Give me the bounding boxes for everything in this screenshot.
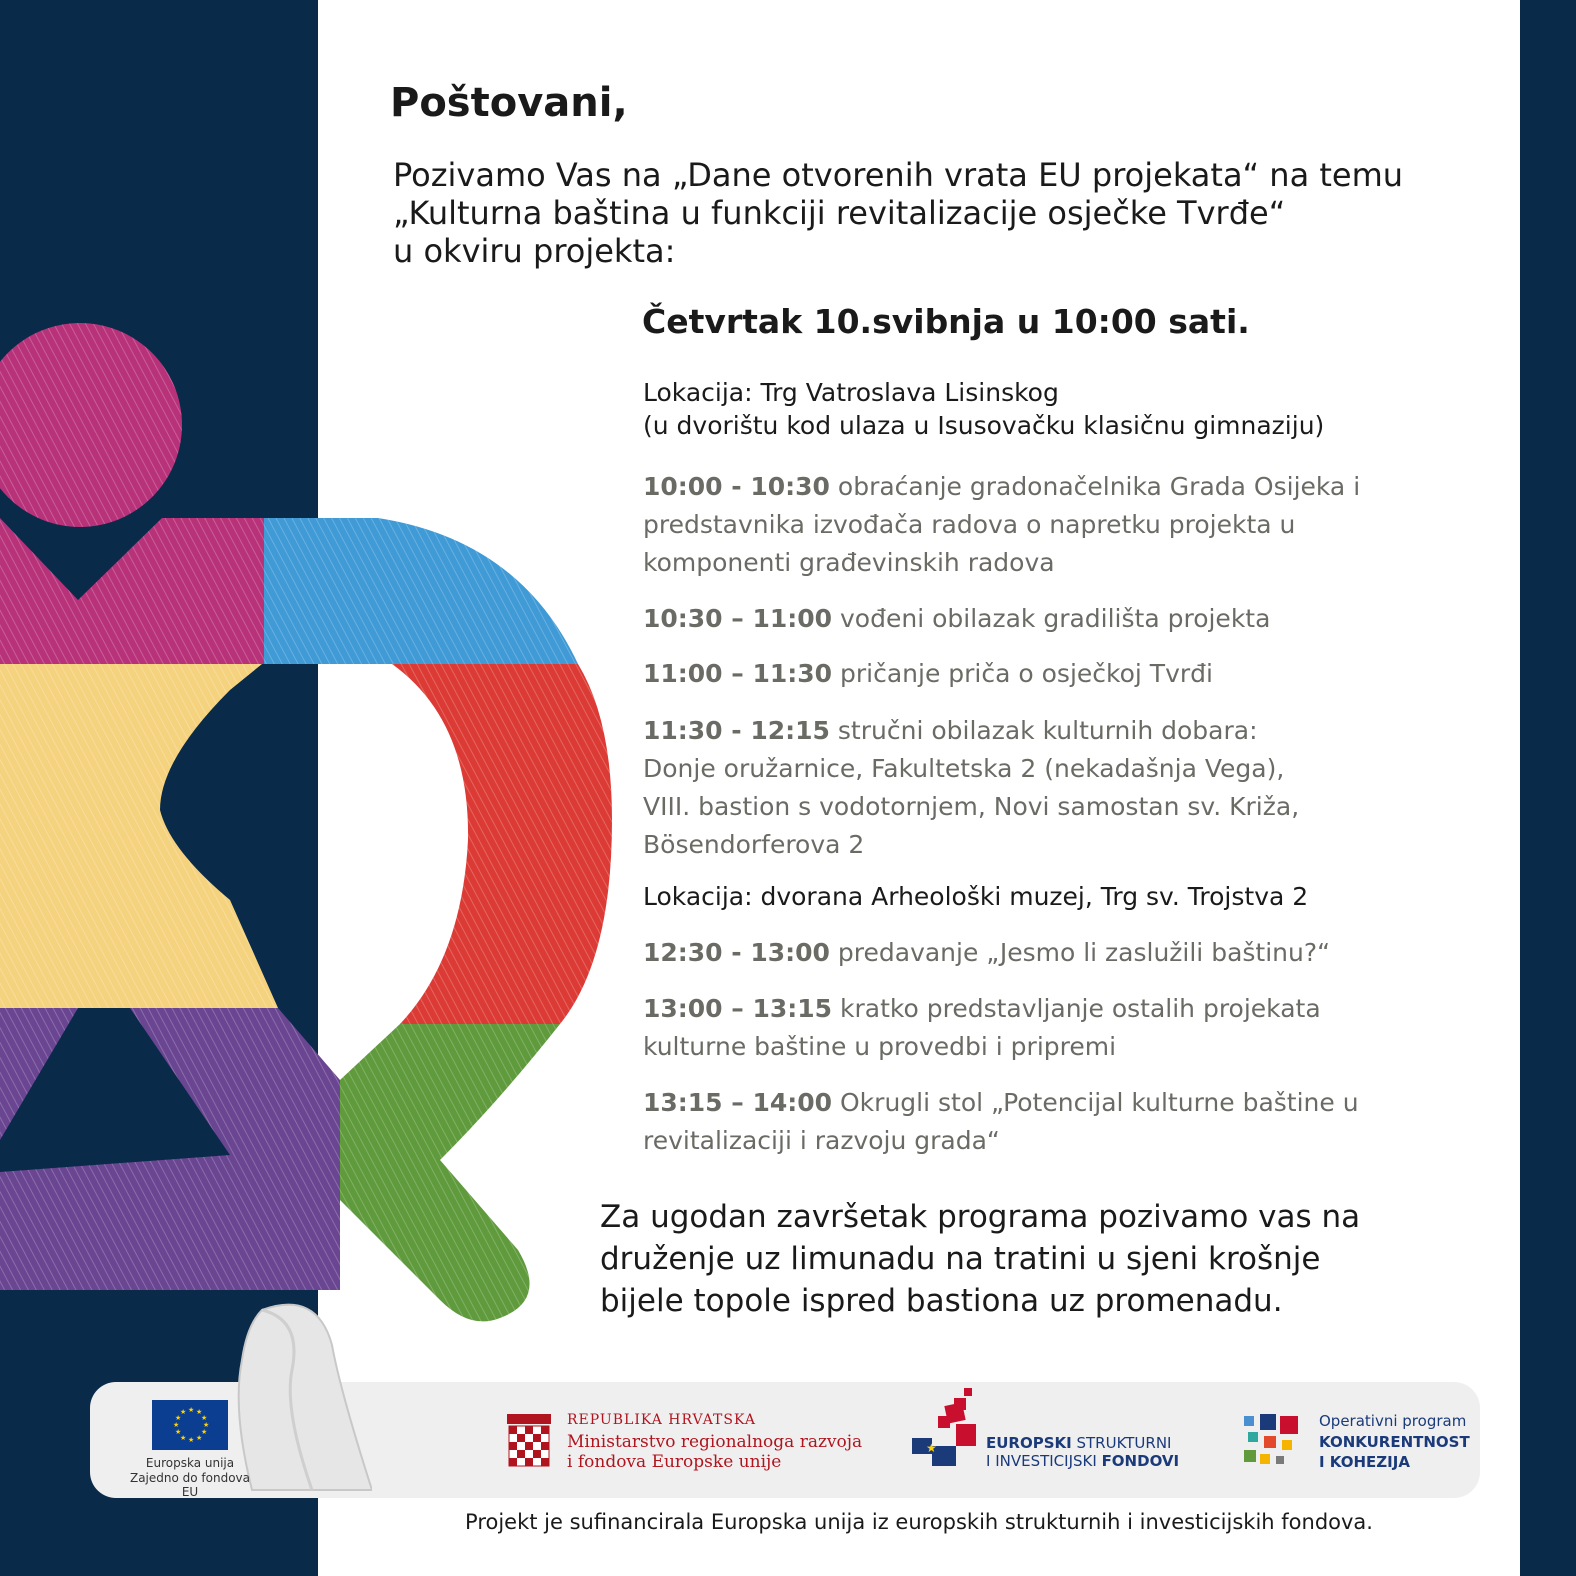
schedule-item — [643, 468, 1463, 582]
svg-text:★: ★ — [180, 1434, 187, 1442]
tail-green — [340, 1024, 560, 1321]
svg-text:★: ★ — [201, 1414, 208, 1422]
svg-text:★: ★ — [188, 1436, 195, 1444]
intro-line: u okviru projekta: — [393, 232, 676, 270]
arc-red — [392, 664, 612, 1024]
schedule-item — [643, 655, 1463, 693]
svg-text:★: ★ — [175, 1428, 182, 1436]
greeting: Poštovani, — [390, 80, 628, 126]
schedule-text: obraćanje gradonačelnika Grada Osijeka i — [829, 472, 1361, 501]
right-navy-band — [1520, 0, 1576, 1576]
svg-text:★: ★ — [175, 1414, 182, 1422]
schedule-text: predstavnika izvođača radova o napretku projekta u — [643, 510, 1296, 539]
schedule-time: 10:00 - 10:30 — [643, 472, 830, 501]
svg-text:★: ★ — [201, 1428, 208, 1436]
schedule-text: pričanje priča o osječkoj Tvrđi — [832, 659, 1213, 688]
schedule-item — [643, 990, 1463, 1066]
svg-text:★: ★ — [196, 1434, 203, 1442]
schedule-time: 13:15 – 14:00 — [643, 1088, 833, 1117]
schedule-time: 10:30 – 11:00 — [643, 604, 833, 633]
esi-funds-icon — [908, 1388, 984, 1478]
schedule-time: 13:00 – 13:15 — [643, 994, 833, 1023]
schedule-text: vođeni obilazak gradilišta projekta — [832, 604, 1271, 633]
schedule-time: 11:00 – 11:30 — [643, 659, 833, 688]
schedule-time: 11:30 - 12:15 — [643, 716, 830, 745]
schedule-text: kratko predstavljanje ostalih projekata — [832, 994, 1321, 1023]
closing-invitation — [600, 1196, 1480, 1322]
closing-line: Za ugodan završetak programa pozivamo vas na — [600, 1199, 1361, 1235]
ministry-logo-title: REPUBLIKA HRVATSKA — [567, 1412, 756, 1428]
location-1 — [643, 376, 1493, 442]
svg-text:★: ★ — [173, 1421, 180, 1429]
arc-blue — [264, 518, 578, 664]
closing-line: druženje uz limunadu na tratini u sjeni krošnje — [600, 1241, 1321, 1277]
schedule-item — [643, 712, 1463, 864]
schedule-item — [643, 934, 1463, 972]
svg-text:★: ★ — [180, 1408, 187, 1416]
eu-logo — [120, 1400, 260, 1499]
opk-logo-line: I KOHEZIJA — [1319, 1453, 1410, 1471]
svg-text:★: ★ — [188, 1406, 195, 1414]
eu-flag-icon — [152, 1400, 228, 1450]
opk-squares-icon — [1242, 1414, 1302, 1472]
invitation-intro — [393, 156, 1503, 270]
svg-text:★: ★ — [196, 1408, 203, 1416]
operational-programme-logo — [1242, 1412, 1482, 1476]
location-2: Lokacija: dvorana Arheološki muzej, Trg sv. Trojstva 2 — [643, 882, 1309, 911]
eu-logo-caption: Europska unija — [145, 1456, 235, 1470]
opk-logo-line: Operativni program — [1319, 1412, 1467, 1430]
ministry-logo-line: i fondova Europske unije — [567, 1452, 782, 1472]
opk-logo-line: KONKURENTNOST — [1319, 1433, 1470, 1451]
ministry-logo-line: Ministarstvo regionalnoga razvoja — [567, 1432, 863, 1452]
croatian-coat-of-arms-icon — [505, 1414, 553, 1474]
svg-text:★: ★ — [926, 1441, 937, 1455]
schedule-text: Donje oružarnice, Fakultetska 2 (nekadašnja Vega), — [643, 754, 1285, 783]
schedule-text: revitalizaciji i razvoju grada“ — [643, 1126, 1000, 1155]
ministry-logo — [505, 1412, 885, 1482]
schedule-text: Bösendorferova 2 — [643, 830, 865, 859]
intro-line: Pozivamo Vas na „Dane otvorenih vrata EU projekata“ na temu — [393, 156, 1404, 194]
svg-text:★: ★ — [203, 1421, 210, 1429]
person-head — [0, 323, 182, 527]
closing-line: bijele topole ispred bastiona uz promenadu. — [600, 1283, 1283, 1319]
cofinancing-note: Projekt je sufinancirala Europska unija iz europskih strukturnih i investicijskih fondova. — [465, 1510, 1373, 1534]
esi-funds-logo — [908, 1388, 1198, 1478]
schedule-item — [643, 1084, 1463, 1160]
schedule-item — [643, 600, 1463, 638]
intro-line: „Kulturna baština u funkciji revitalizacije osječke Tvrđe“ — [393, 194, 1286, 232]
shoulders-pink — [0, 518, 264, 664]
base-purple — [0, 1008, 340, 1290]
schedule-text: Okrugli stol „Potencijal kulturne baštine u — [832, 1088, 1359, 1117]
schedule-text: VIII. bastion s vodotornjem, Novi samostan sv. Križa, — [643, 792, 1300, 821]
schedule-text: kulturne baštine u provedbi i pripremi — [643, 1032, 1117, 1061]
location-line: (u dvorištu kod ulaza u Isusovačku klasičnu gimnaziju) — [643, 411, 1325, 440]
schedule-text: komponenti građevinskih radova — [643, 548, 1055, 577]
esi-funds-text: I INVESTICIJSKI FONDOVI — [986, 1452, 1180, 1470]
schedule-time: 12:30 - 13:00 — [643, 938, 830, 967]
schedule-text: predavanje „Jesmo li zaslužili baštinu?“ — [829, 938, 1331, 967]
event-date-heading: Četvrtak 10.svibnja u 10:00 sati. — [642, 302, 1250, 341]
eu-logo-caption: Zajedno do fondova EU — [129, 1471, 251, 1499]
schedule-text: stručni obilazak kulturnih dobara: — [829, 716, 1258, 745]
location-line: Lokacija: Trg Vatroslava Lisinskog — [643, 378, 1059, 407]
esi-funds-text: EUROPSKI STRUKTURNI — [986, 1434, 1172, 1452]
